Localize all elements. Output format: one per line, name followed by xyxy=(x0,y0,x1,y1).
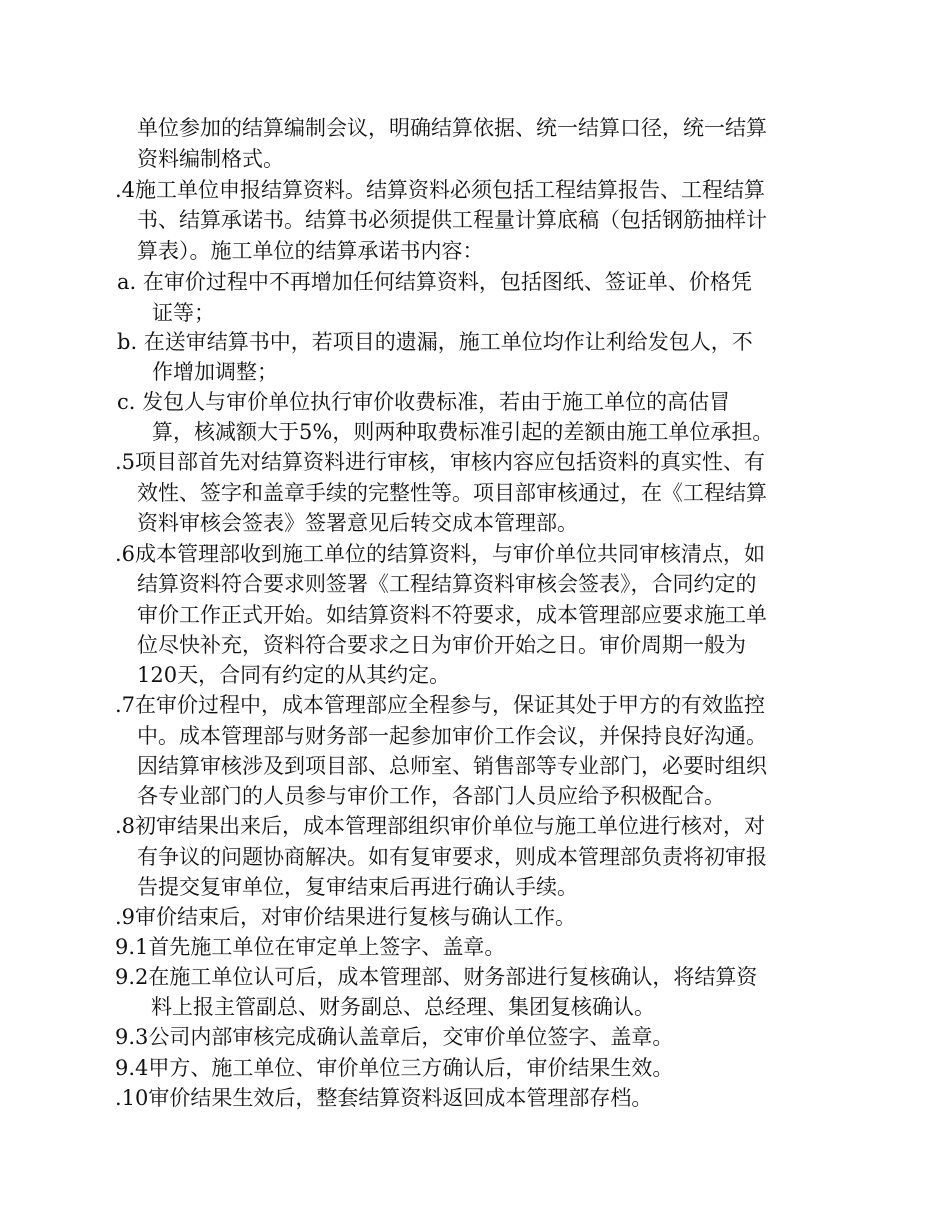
text-line: 中。成本管理部与财务部一起参加审价工作会议，并保持良好沟通。 xyxy=(137,724,767,748)
text-line: 算表）。施工单位的结算承诺书内容： xyxy=(137,239,484,263)
text-line: 书、结算承诺书。结算书必须提供工程量计算底稿（包括钢筋抽样计 xyxy=(137,208,767,232)
text-line: 效性、签字和盖章手续的完整性等。项目部审核通过，在《工程结算 xyxy=(137,481,767,505)
text-line: 结算资料符合要求则签署《工程结算资料审核会签表》，合同约定的 xyxy=(137,572,757,596)
text-line: .9审价结束后，对审价结果进行复核与确认工作。 xyxy=(115,905,577,929)
text-line: 证等； xyxy=(152,301,215,325)
text-line: 审价工作正式开始。如结算资料不符要求，成本管理部应要求施工单 xyxy=(137,603,767,627)
text-line: 有争议的问题协商解决。如有复审要求，则成本管理部负责将初审报 xyxy=(137,845,767,869)
text-line: .6成本管理部收到施工单位的结算资料，与审价单位共同审核清点，如 xyxy=(115,542,766,566)
text-line: 资料编制格式。 xyxy=(137,147,284,171)
text-line: .8初审结果出来后，成本管理部组织审价单位与施工单位进行核对，对 xyxy=(115,814,766,838)
text-line: b. 在送审结算书中，若项目的遗漏，施工单位均作让利给发包人，不 xyxy=(117,330,753,354)
text-line: 9.2在施工单位认可后，成本管理部、财务部进行复核确认，将结算资 xyxy=(115,965,758,989)
text-line: 算，核减额大于5%，则两种取费标准引起的差额由施工单位承担。 xyxy=(152,420,774,444)
text-line: 告提交复审单位，复审结束后再进行确认手续。 xyxy=(137,875,578,899)
text-line: .10审价结果生效后，整套结算资料返回成本管理部存档。 xyxy=(115,1086,653,1110)
text-line: .4施工单位申报结算资料。结算资料必须包括工程结算报告、工程结算 xyxy=(115,178,766,202)
text-line: c. 发包人与审价单位执行审价收费标准，若由于施工单位的高估冒 xyxy=(117,390,731,414)
text-line: 作增加调整； xyxy=(152,360,278,384)
text-line: 9.4甲方、施工单位、审价单位三方确认后，审价结果生效。 xyxy=(115,1056,674,1080)
text-line: a. 在审价过程中不再增加任何结算资料，包括图纸、签证单、价格凭 xyxy=(117,270,752,294)
text-line: 单位参加的结算编制会议，明确结算依据、统一结算口径，统一结算 xyxy=(137,116,767,140)
text-line: .7在审价过程中，成本管理部应全程参与，保证其处于甲方的有效监控 xyxy=(115,693,766,717)
text-line: 位尽快补充，资料符合要求之日为审价开始之日。审价周期一般为 xyxy=(137,633,746,657)
text-line: 120天，合同有约定的从其约定。 xyxy=(137,663,451,687)
text-line: 9.1首先施工单位在审定单上签字、盖章。 xyxy=(115,935,506,959)
text-line: 料上报主管副总、财务副总、总经理、集团复核确认。 xyxy=(151,995,655,1019)
text-line: .5项目部首先对结算资料进行审核，审核内容应包括资料的真实性、有 xyxy=(115,450,766,474)
text-line: 9.3公司内部审核完成确认盖章后，交审价单位签字、盖章。 xyxy=(115,1025,674,1049)
text-line: 各专业部门的人员参与审价工作，各部门人员应给予积极配合。 xyxy=(137,784,725,808)
text-line: 因结算审核涉及到项目部、总师室、销售部等专业部门，必要时组织 xyxy=(137,754,767,778)
text-line: 资料审核会签表》签署意见后转交成本管理部。 xyxy=(137,511,578,535)
